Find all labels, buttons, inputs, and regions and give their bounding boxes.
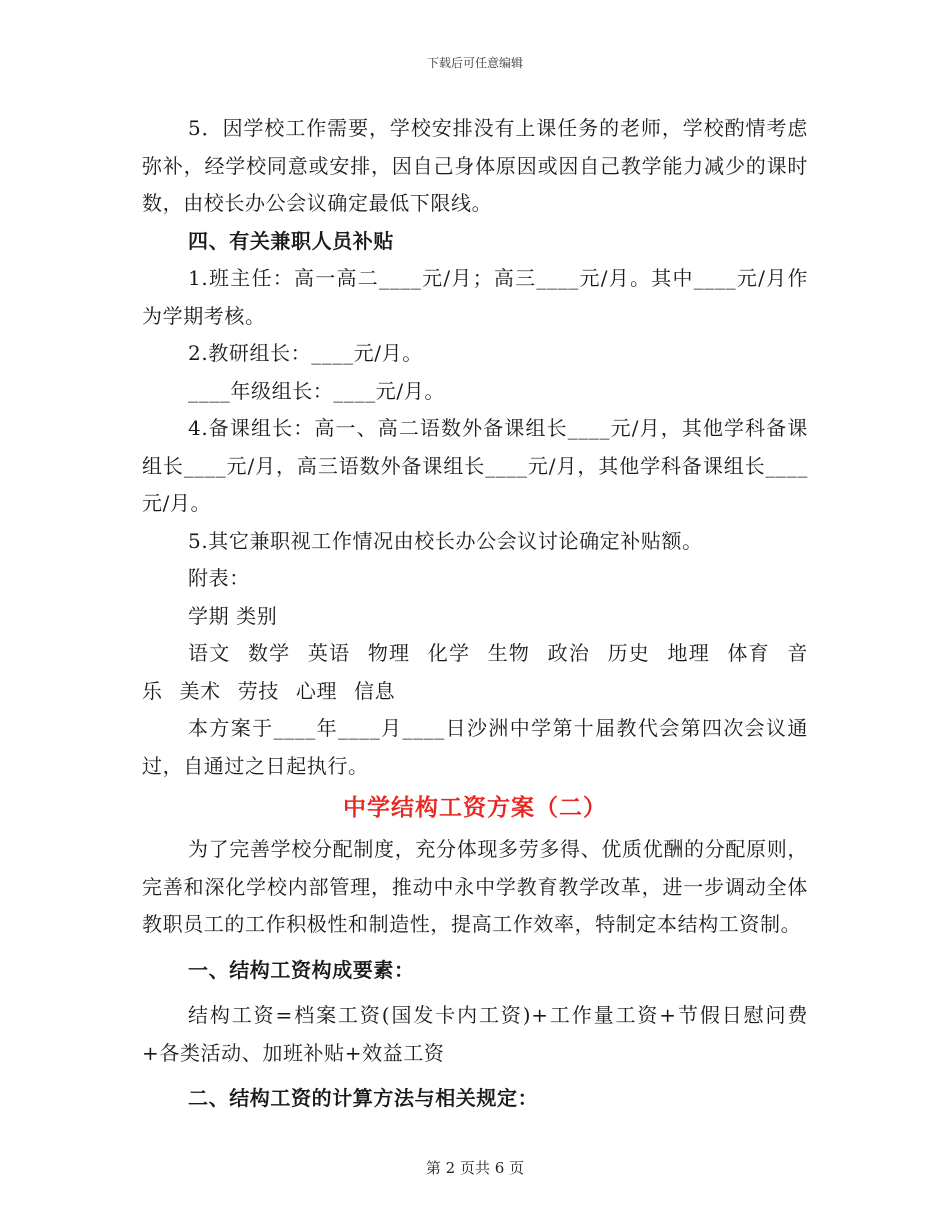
- paragraph-salary-formula: 结构工资=档案工资(国发卡内工资)+工作量工资+节假日慰问费+各类活动、加班补贴+效益工资: [142, 1003, 808, 1065]
- header-note: 下载后可任意编辑: [426, 56, 523, 70]
- paragraph-other-positions: 5.其它兼职视工作情况由校长办公会议讨论确定补贴额。: [188, 528, 703, 553]
- page-footer: 第 2 页共 6 页: [425, 1159, 525, 1177]
- paragraph-research-leader: 2.教研组长：____元/月。: [188, 341, 423, 365]
- section-heading-components: 一、结构工资构成要素：: [188, 957, 415, 982]
- document-body: [142, 110, 808, 1118]
- paragraph-grade-leader: ____年级组长：____元/月。: [188, 378, 445, 403]
- document-title: 中学结构工资方案（二）: [343, 795, 607, 821]
- section-heading-part-time-allowance: 四、有关兼职人员补贴: [188, 228, 394, 253]
- paragraph-intro: 为了完善学校分配制度，充分体现多劳多得、优质优酬的分配原则，完善和深化学校内部管理，推动中永中学教育教学改革，进一步调动全体教职员工的工作积极性和制造性，提高工作效率，特制定本结构工资制。: [142, 837, 808, 936]
- paragraph-appendix-label: 附表：: [188, 566, 250, 590]
- paragraph-lesson-group-leader: 4.备课组长：高一、高二语数外备课组长____元/月，其他学科备课组长____元/月，高三语数外备课组长____元/月，其他学科备课组长____元/月。: [142, 416, 808, 515]
- section-heading-calculation: 二、结构工资的计算方法与相关规定：: [188, 1086, 539, 1110]
- paragraph-item-5-workload: 5．因学校工作需要，学校安排没有上课任务的老师，学校酌情考虑弥补，经学校同意或安排，因自己身体原因或因自己教学能力减少的课时数，由校长办公会议确定最低下限线。: [142, 116, 808, 215]
- paragraph-subjects: 语文 数学 英语 物理 化学 生物 政治 历史 地理 体育 音乐 美术 劳技 心理 信息: [142, 641, 808, 703]
- paragraph-class-teacher: 1.班主任：高一高二____元/月；高三____元/月。其中____元/月作为学期考核。: [142, 266, 808, 328]
- paragraph-approval: 本方案于____年____月____日沙洲中学第十届教代会第四次会议通过，自通过之日起执行。: [142, 716, 808, 778]
- paragraph-term-category: 学期 类别: [188, 603, 278, 628]
